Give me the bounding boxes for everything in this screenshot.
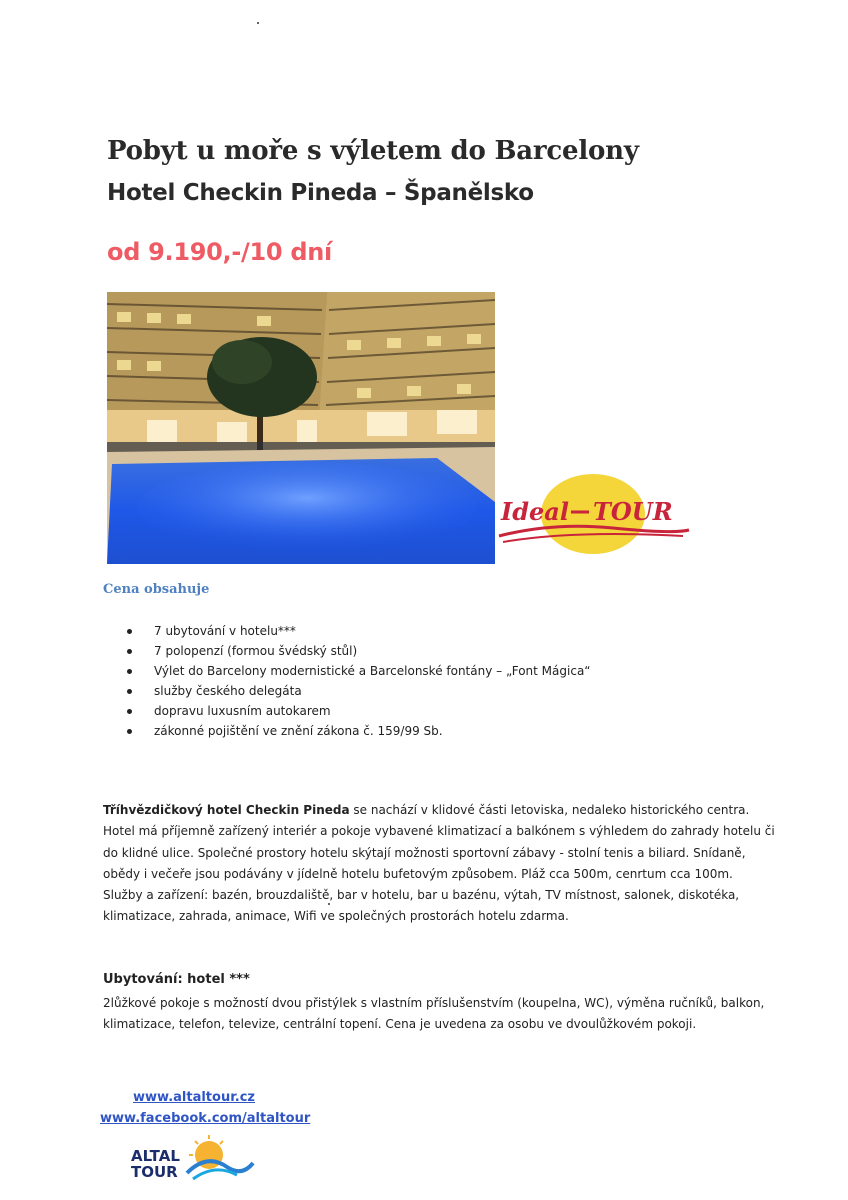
ideal-logo-part1: Ideal <box>501 497 569 526</box>
bullet-icon <box>127 649 132 654</box>
list-item: Výlet do Barcelony modernistické a Barcelonské fontány – „Font Mágica“ <box>124 661 591 681</box>
price-label: od 9.190,-/10 dní <box>107 238 332 266</box>
scan-speck <box>257 22 259 24</box>
ideal-logo-part2: TOUR <box>593 497 673 526</box>
altal-logo-line1: ALTAL <box>131 1147 180 1165</box>
price-includes-list <box>124 621 591 741</box>
accommodation-heading: Ubytování: hotel *** <box>103 972 250 987</box>
bullet-icon <box>127 709 132 714</box>
hotel-name: Tříhvězdičkový hotel Checkin Pineda <box>103 803 350 817</box>
page-title: Pobyt u moře s výletem do Barcelony <box>107 136 639 166</box>
website-link[interactable]: www.altaltour.cz <box>133 1090 255 1105</box>
bullet-icon <box>127 689 132 694</box>
hotel-pool-photo <box>107 292 495 564</box>
accommodation-text: 2lůžkové pokoje s možností dvou přistýlek s vlastním příslušenstvím (koupelna, WC), výměna ručníků, balkon, klimatizace, telefon, televize, centrální topení. Cena je uvedena za osobu ve dvoulůžkovém pokoji. <box>103 996 765 1031</box>
description-text: se nachází v klidové části letoviska, nedaleko historického centra. Hotel má příjemně zařízený interiér a pokoje vybavené klimatizací a balkónem s výhledem do zahrady hotelu či do klidné ulice. Společné prostory hotelu skýtají možnosti sportovní zábavy - stolní tenis a biliard. Snídaně, obědy i večeře jsou podávány v jídelně hotelu bufetovým způsobem. Pláž cca 500m, cenrtum cca 100m. <box>103 803 775 881</box>
scan-speck <box>328 903 330 905</box>
hotel-description <box>103 800 783 928</box>
bullet-icon <box>127 669 132 674</box>
altal-tour-logo <box>127 1133 263 1189</box>
list-item: 7 polopenzí (formou švédský stůl) <box>124 641 591 661</box>
list-item: zákonné pojištění ve znění zákona č. 159/99 Sb. <box>124 721 591 741</box>
price-includes-heading: Cena obsahuje <box>103 582 210 597</box>
hotel-subtitle: Hotel Checkin Pineda – Španělsko <box>107 180 534 206</box>
list-item: 7 ubytování v hotelu*** <box>124 621 591 641</box>
altal-logo-line2: TOUR <box>131 1163 178 1181</box>
list-item: dopravu luxusním autokarem <box>124 701 591 721</box>
bullet-icon <box>127 729 132 734</box>
bullet-icon <box>127 629 132 634</box>
list-item: služby českého delegáta <box>124 681 591 701</box>
facebook-link[interactable]: www.facebook.com/altaltour <box>100 1111 311 1126</box>
services-text: Služby a zařízení: bazén, brouzdaliště, bar v hotelu, bar u bazénu, výtah, TV místnost, salonek, diskotéka, klimatizace, zahrada, animace, Wifi ve společných prostorách hotelu zdarma. <box>103 888 740 924</box>
ideal-tour-logo <box>493 470 693 570</box>
